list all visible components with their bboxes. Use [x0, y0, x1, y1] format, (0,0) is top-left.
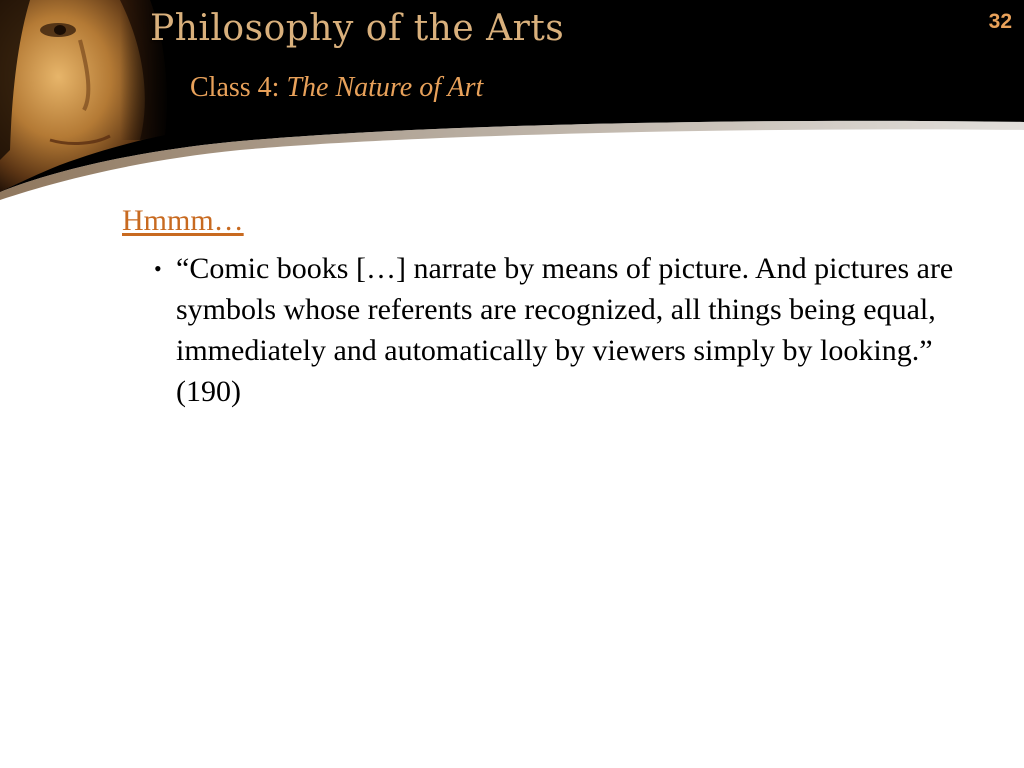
class-line: [190, 72, 483, 104]
bullet-marker: •: [154, 256, 162, 281]
bullet-list: [148, 248, 968, 412]
course-title: Philosophy of the Arts: [150, 8, 565, 49]
section-heading: Hmmm…: [122, 204, 244, 237]
class-label: Class 4:: [190, 72, 280, 103]
class-subtitle: The Nature of Art: [286, 72, 484, 103]
slide-number: 32: [988, 10, 1012, 33]
quote-text: “Comic books […] narrate by means of picture. And pictures are symbols whose referents are recognized, all things being equal, immediately and automatically by viewers simply by looking.” (190): [176, 252, 954, 408]
list-item: [148, 248, 968, 412]
